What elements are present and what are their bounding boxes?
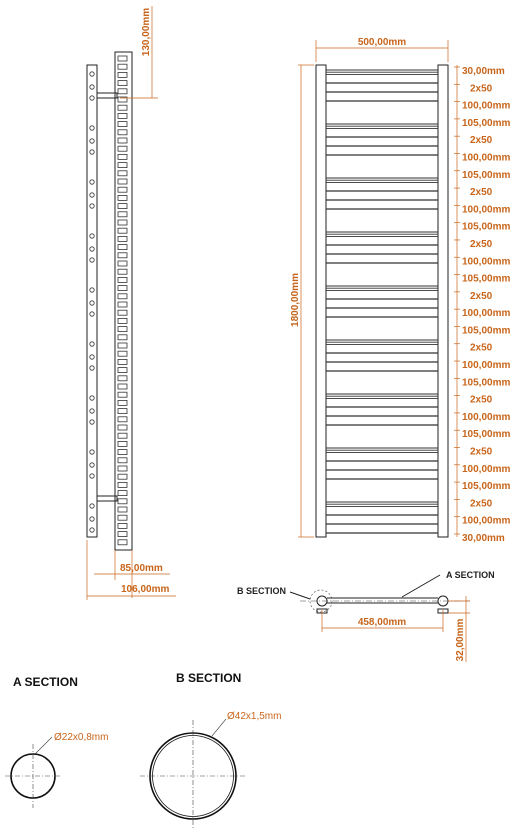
section-b-leader — [212, 719, 226, 736]
rail-spacing-label: 2x50 — [470, 290, 493, 302]
side-rail-end — [118, 532, 127, 537]
rail-spacing-label: 105,00mm — [462, 117, 511, 129]
side-hole — [90, 150, 94, 154]
side-rail-end — [118, 146, 127, 151]
dim-height: 1800,00mm — [290, 273, 301, 327]
side-rail-end — [118, 540, 127, 545]
side-view — [87, 6, 176, 600]
rail-spacing-label: 2x50 — [470, 83, 493, 95]
side-view-holes — [90, 72, 94, 532]
rail-spacing-label: 105,00mm — [462, 481, 511, 493]
rail-spacing-labels — [462, 66, 510, 544]
side-rail-end — [118, 482, 127, 487]
side-rail-end — [118, 220, 127, 225]
side-rail-end — [118, 351, 127, 356]
side-hole — [90, 528, 94, 532]
side-rail-end — [118, 56, 127, 61]
side-hole — [90, 96, 94, 100]
side-rail-end — [118, 417, 127, 422]
side-rail-end — [118, 302, 127, 307]
side-hole — [90, 72, 94, 76]
side-rail-end — [118, 138, 127, 143]
side-rail-end — [118, 499, 127, 504]
side-rail-end — [118, 318, 127, 323]
side-hole — [90, 85, 94, 89]
side-hole — [90, 247, 94, 251]
side-rail-end — [118, 310, 127, 315]
side-rail-end — [118, 105, 127, 110]
section-b-title: B SECTION — [176, 671, 242, 685]
side-hole — [90, 301, 94, 305]
side-rail-end — [118, 261, 127, 266]
dim-depth-large: 106,00mm — [121, 584, 170, 595]
side-rail-end — [118, 392, 127, 397]
rail-spacing-label: 100,00mm — [462, 308, 511, 320]
side-rail-end — [118, 376, 127, 381]
side-rail-end — [118, 204, 127, 209]
side-rail-end — [118, 154, 127, 159]
side-hole — [90, 204, 94, 208]
side-view-rail-ends — [118, 56, 127, 545]
side-rail-end — [118, 253, 127, 258]
front-left-column — [316, 65, 326, 537]
side-hole — [90, 517, 94, 521]
side-rail-end — [118, 359, 127, 364]
rail-spacing-label: 2x50 — [470, 342, 493, 354]
rail-spacing-label: 105,00mm — [462, 429, 511, 441]
side-rail-end — [118, 195, 127, 200]
dim-top-offset: 130,00mm — [141, 7, 152, 57]
side-hole — [90, 312, 94, 316]
front-view-rails — [326, 70, 438, 533]
rail-spacing-label: 100,00mm — [462, 463, 511, 475]
section-a-title: A SECTION — [13, 675, 78, 689]
side-hole — [90, 409, 94, 413]
side-rail-end — [118, 81, 127, 86]
side-bracket-top — [97, 93, 117, 98]
side-rail-end — [118, 245, 127, 250]
rail-spacing-label: 105,00mm — [462, 221, 511, 233]
side-rail-end — [118, 458, 127, 463]
side-rail-end — [118, 450, 127, 455]
dim-pipe-offset: 32,00mm — [455, 618, 466, 662]
side-rail-end — [118, 286, 127, 291]
side-hole — [90, 396, 94, 400]
rail-spacing-label: 2x50 — [470, 187, 493, 199]
side-rail-end — [118, 466, 127, 471]
side-rail-end — [118, 433, 127, 438]
side-hole — [90, 180, 94, 184]
side-hole — [90, 234, 94, 238]
side-rail-end — [118, 122, 127, 127]
rail-spacing-label: 2x50 — [470, 498, 493, 510]
side-rail-end — [118, 89, 127, 94]
dim-bracket-span: 458,00mm — [357, 617, 407, 628]
side-rail-end — [118, 179, 127, 184]
side-rail-end — [118, 294, 127, 299]
side-rail-end — [118, 163, 127, 168]
callout-b-section: B SECTION — [237, 586, 287, 596]
side-rail-end — [118, 187, 127, 192]
side-hole — [90, 342, 94, 346]
side-rail-end — [118, 384, 127, 389]
side-hole — [90, 355, 94, 359]
side-rail-end — [118, 327, 127, 332]
rail-spacing-label: 105,00mm — [462, 377, 511, 389]
side-hole — [90, 258, 94, 262]
side-hole — [90, 474, 94, 478]
side-hole — [90, 420, 94, 424]
rail-spacing-label: 100,00mm — [462, 152, 511, 164]
rail-spacing-label: 100,00mm — [462, 256, 511, 268]
rail-spacing-label: 2x50 — [470, 446, 493, 458]
rail-spacing-label: 105,00mm — [462, 273, 511, 285]
rail-spacing-label: 100,00mm — [462, 100, 511, 112]
side-hole — [90, 366, 94, 370]
rail-spacing-label: 100,00mm — [462, 515, 511, 527]
rail-spacing-label: 105,00mm — [462, 325, 511, 337]
side-rail-end — [118, 491, 127, 496]
side-rail-end — [118, 474, 127, 479]
side-rail-end — [118, 441, 127, 446]
side-rail-end — [118, 236, 127, 241]
section-a — [5, 675, 108, 808]
side-rail-end — [118, 212, 127, 217]
section-a-spec: Ø22x0,8mm — [54, 732, 109, 743]
side-rail-end — [118, 228, 127, 233]
side-rail-end — [118, 64, 127, 69]
side-hole — [90, 463, 94, 467]
side-rail-end — [118, 171, 127, 176]
side-hole — [90, 139, 94, 143]
rail-spacing-label: 100,00mm — [462, 411, 511, 423]
rail-spacing-label: 30,00mm — [462, 66, 505, 77]
rail-spacing-label: 30,00mm — [462, 533, 505, 544]
section-b — [140, 671, 281, 830]
side-rail-end — [118, 130, 127, 135]
side-rail-end — [118, 277, 127, 282]
side-rail-end — [118, 368, 127, 373]
rail-spacing-label: 100,00mm — [462, 360, 511, 372]
section-b-spec: Ø42x1,5mm — [227, 711, 282, 722]
side-hole — [90, 450, 94, 454]
section-a-leader — [35, 737, 52, 754]
side-rail-end — [118, 515, 127, 520]
rail-spacing-label: 105,00mm — [462, 169, 511, 181]
dim-width: 500,00mm — [357, 37, 407, 48]
rail-spacing-label: 2x50 — [470, 135, 493, 147]
front-view — [290, 37, 510, 544]
rail-spacing-label: 100,00mm — [462, 204, 511, 216]
side-rail-end — [118, 113, 127, 118]
top-view — [237, 570, 495, 662]
front-right-column — [438, 65, 448, 537]
rail-spacing-label: 2x50 — [470, 238, 493, 250]
side-hole — [90, 193, 94, 197]
side-hole — [90, 126, 94, 130]
rail-spacing-label: 2x50 — [470, 394, 493, 406]
b-section-leader — [290, 592, 310, 599]
a-section-leader — [402, 575, 440, 597]
side-rail-end — [118, 335, 127, 340]
side-hole — [90, 288, 94, 292]
side-rail-end — [118, 400, 127, 405]
side-rail-end — [118, 72, 127, 77]
dim-depth-small: 85,00mm — [120, 563, 163, 574]
side-rail-end — [118, 523, 127, 528]
side-bracket-bottom — [97, 496, 117, 501]
callout-a-section: A SECTION — [446, 570, 495, 580]
side-rail-end — [118, 409, 127, 414]
side-rail-end — [118, 507, 127, 512]
side-hole — [90, 504, 94, 508]
side-rail-end — [118, 343, 127, 348]
side-rail-end — [118, 269, 127, 274]
side-rail-end — [118, 425, 127, 430]
